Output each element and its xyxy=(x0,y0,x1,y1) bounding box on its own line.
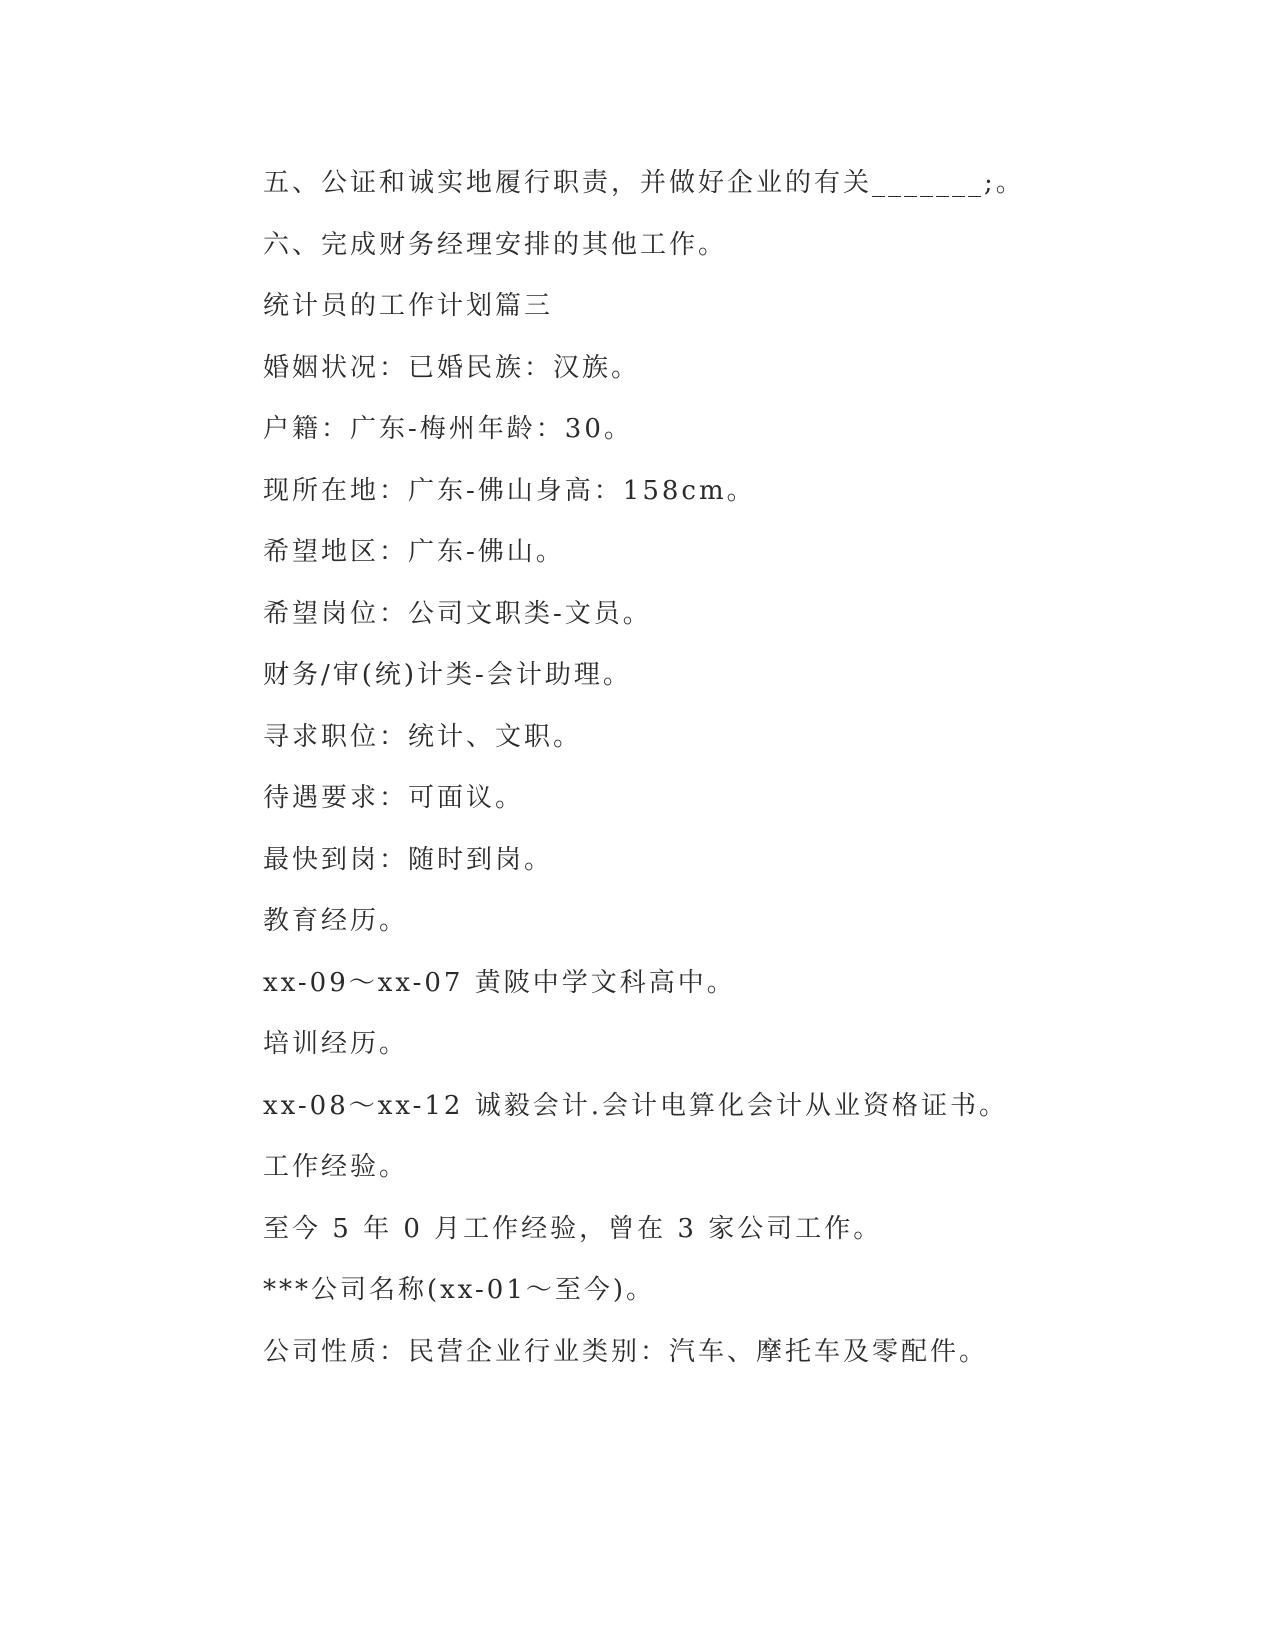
text-line-salary-requirement: 待遇要求：可面议。 xyxy=(263,783,525,813)
text-line-company-name: ***公司名称(xx-01～至今)。 xyxy=(263,1275,656,1305)
text-line-position-category: 财务/审(统)计类-会计助理。 xyxy=(263,660,632,690)
document-body xyxy=(263,163,1023,1393)
text-line-duty-five: 五、公证和诚实地履行职责，并做好企业的有关_______;。 xyxy=(263,168,1025,198)
text-line-experience-heading: 工作经验。 xyxy=(263,1152,409,1182)
text-line-marital-status: 婚姻状况：已婚民族：汉族。 xyxy=(263,352,641,383)
text-line-job-sought: 寻求职位：统计、文职。 xyxy=(263,721,583,752)
text-line-start-date: 最快到岗：随时到岗。 xyxy=(263,844,554,875)
text-line-desired-position: 希望岗位：公司文职类-文员。 xyxy=(263,598,652,629)
text-line-training-heading: 培训经历。 xyxy=(263,1029,409,1059)
text-line-training-entry: xx-08～xx-12 诚毅会计.会计电算化会计从业资格证书。 xyxy=(263,1090,1009,1121)
section-heading: 统计员的工作计划篇三 xyxy=(263,291,554,321)
text-line-education-entry: xx-09～xx-07 黄陂中学文科高中。 xyxy=(263,967,736,998)
text-line-company-nature: 公司性质：民营企业行业类别：汽车、摩托车及零配件。 xyxy=(263,1336,989,1367)
text-line-current-location: 现所在地：广东-佛山身高：158cm。 xyxy=(263,475,756,506)
text-line-duty-six: 六、完成财务经理安排的其他工作。 xyxy=(263,229,728,260)
text-line-household-registration: 户籍：广东-梅州年龄：30。 xyxy=(263,414,633,444)
text-line-experience-summary: 至今 5 年 0 月工作经验，曾在 3 家公司工作。 xyxy=(263,1213,883,1244)
text-line-education-heading: 教育经历。 xyxy=(263,906,409,936)
text-line-desired-region: 希望地区：广东-佛山。 xyxy=(263,537,565,567)
